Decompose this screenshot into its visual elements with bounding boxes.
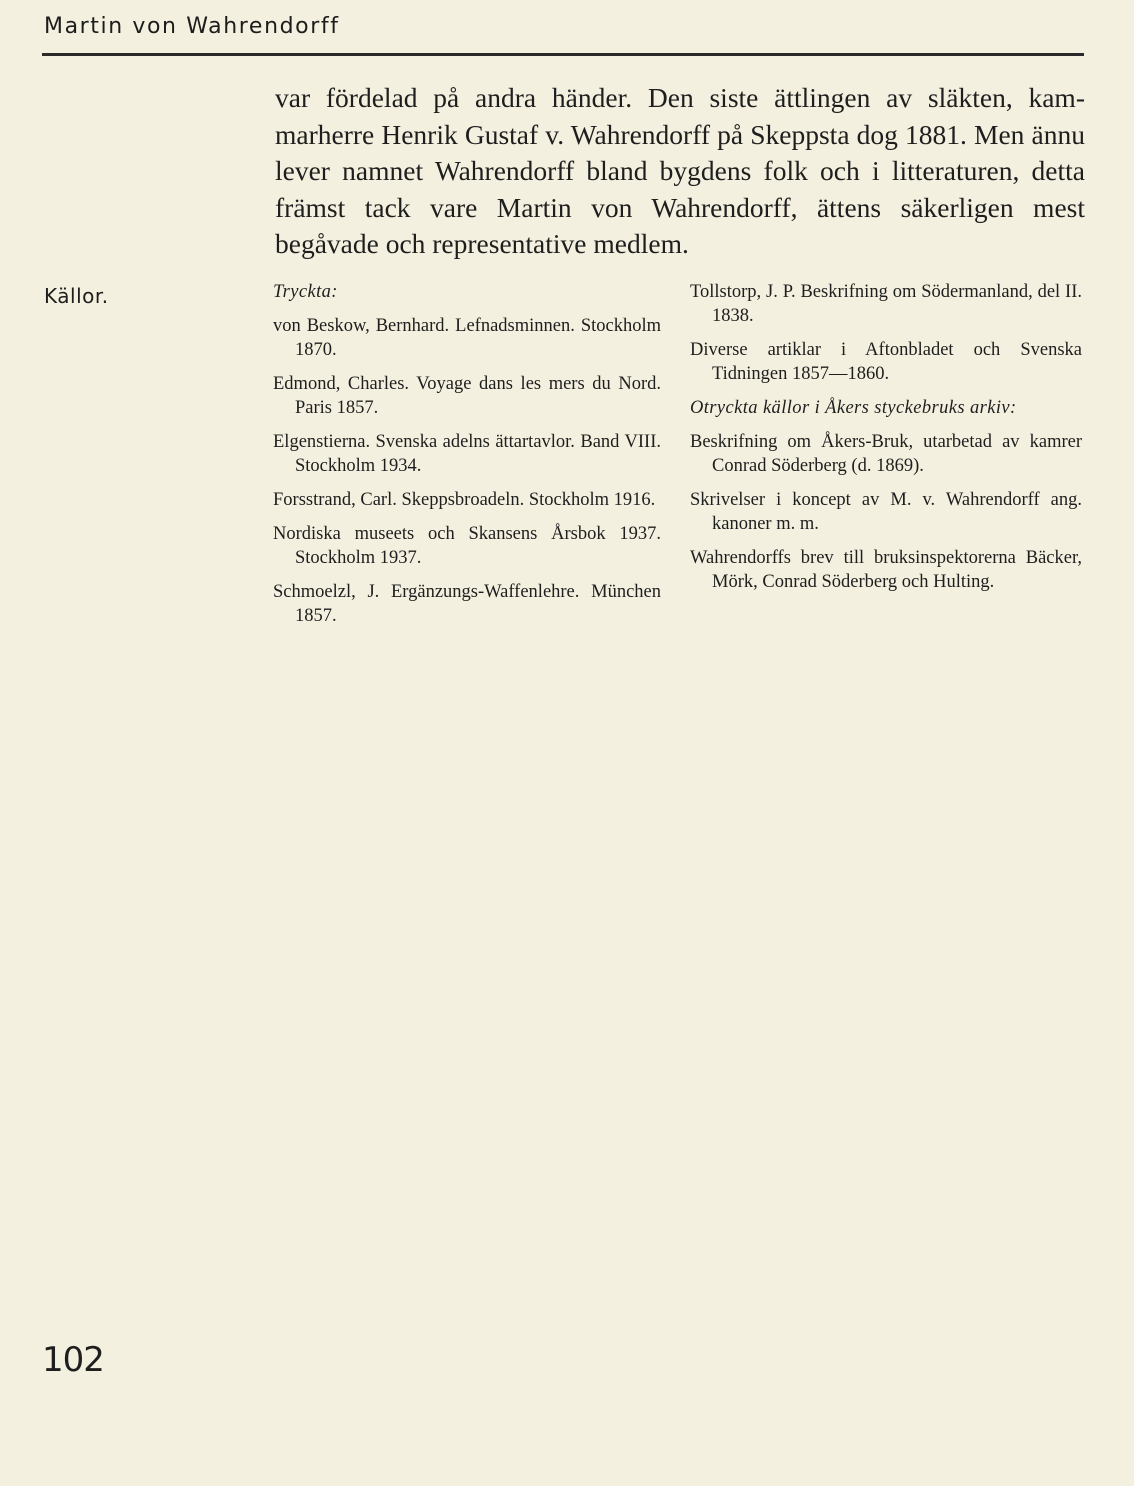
- sources-column-right: [690, 280, 1082, 604]
- sources-column-left: [273, 280, 661, 638]
- printed-sources-heading: Tryckta:: [273, 282, 338, 302]
- source-entry: Nordiska museets och Skansens Årsbok 1937. Stockholm 1937.: [273, 524, 661, 568]
- running-head: Martin von Wahrendorff: [44, 14, 340, 39]
- source-entry: Elgenstierna. Svenska adelns ättartavlor. Band VIII. Stockholm 1934.: [273, 432, 661, 476]
- archive-entry: Beskrifning om Åkers-Bruk, utarbetad av kamrer Conrad Söderberg (d. 1869).: [690, 432, 1082, 476]
- archive-entry: Wahrendorffs brev till bruksinspektorerna Bäcker, Mörk, Conrad Söderberg och Hulting.: [690, 548, 1082, 592]
- unprinted-sources-heading: Otryckta källor i Åkers styckebruks arkiv:: [690, 398, 1017, 418]
- page-number: 102: [42, 1340, 104, 1380]
- source-entry: von Beskow, Bernhard. Lefnadsminnen. Stockholm 1870.: [273, 316, 661, 360]
- source-entry: Tollstorp, J. P. Beskrifning om Södermanland, del II. 1838.: [690, 282, 1082, 326]
- intro-paragraph: var fördelad på andra händer. Den siste ättlingen av släkten, kammarherre Henrik Gustaf v. Wahrendorff på Skeppsta dog 1881. Men ännu lever namnet Wahrendorff bland bygdens folk och i litteraturen, detta främst tack vare Martin von Wahrendorff, ättens säkerligen mest begåvade och representative medlem.: [275, 82, 1085, 259]
- source-entry: Edmond, Charles. Voyage dans les mers du Nord. Paris 1857.: [273, 374, 661, 418]
- source-entry: Diverse artiklar i Aftonbladet och Svenska Tidningen 1857—1860.: [690, 340, 1082, 384]
- archive-entry: Skrivelser i koncept av M. v. Wahrendorff ang. kanoner m. m.: [690, 490, 1082, 534]
- intro-text: [275, 80, 1085, 263]
- sources-label: Källor.: [44, 284, 109, 308]
- source-entry: Forsstrand, Carl. Skeppsbroadeln. Stockholm 1916.: [273, 490, 656, 510]
- source-entry: Schmoelzl, J. Ergänzungs-Waffenlehre. München 1857.: [273, 582, 661, 626]
- header-rule: [42, 53, 1084, 56]
